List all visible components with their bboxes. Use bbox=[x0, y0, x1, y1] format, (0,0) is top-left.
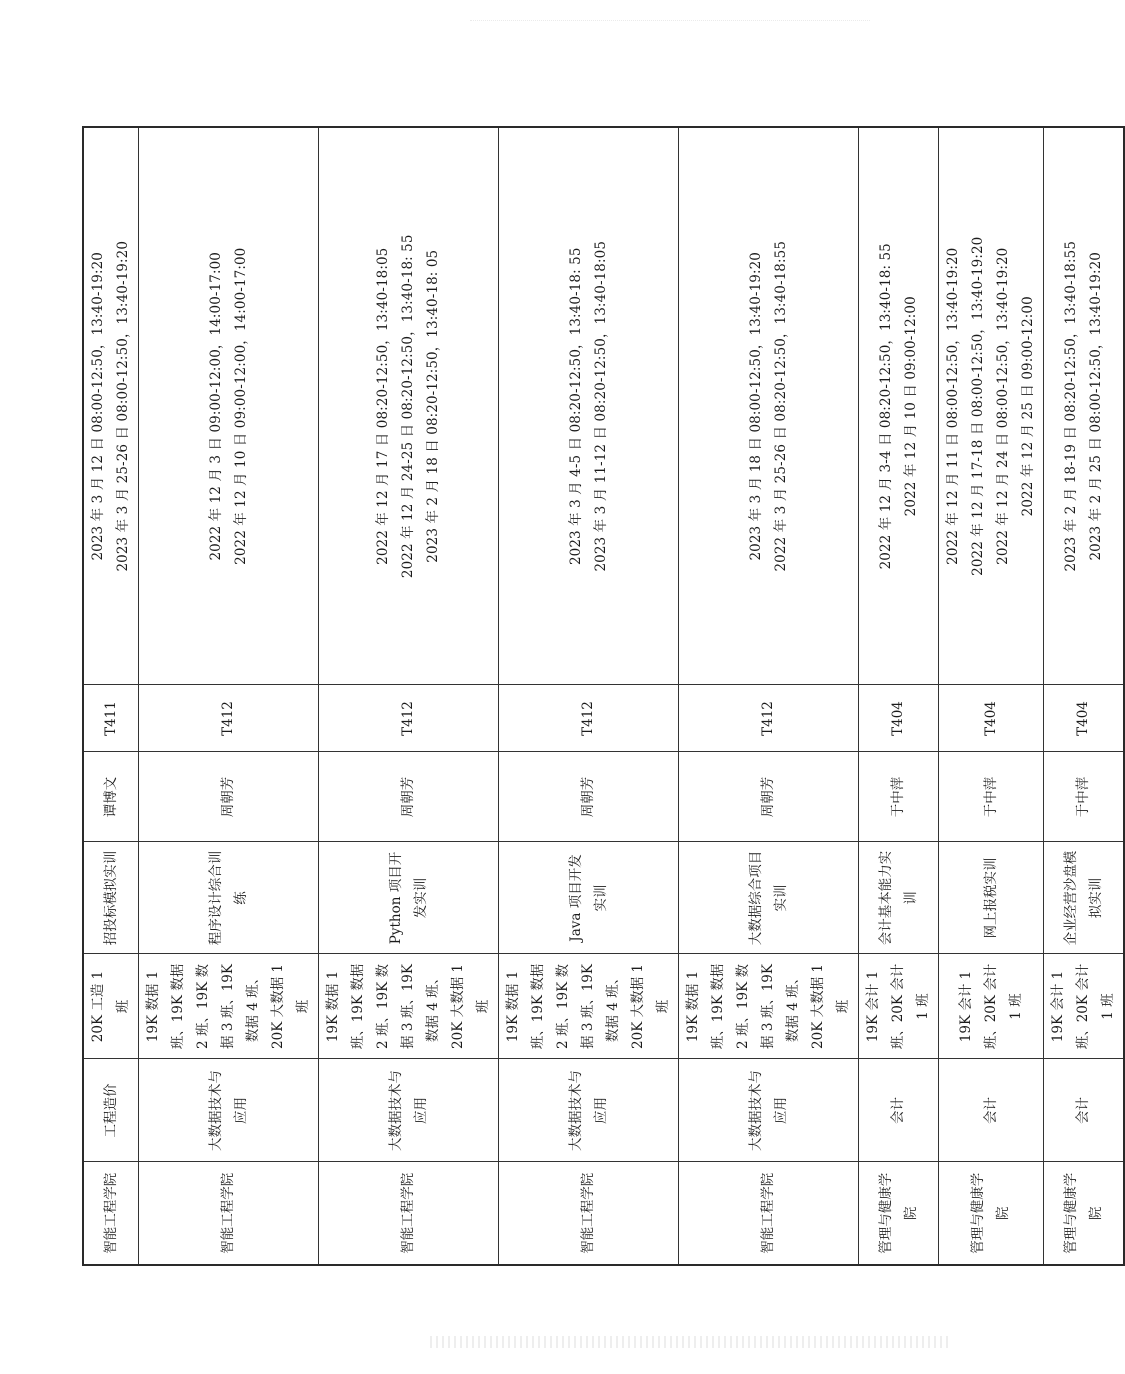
classes-cell: 19K 会计 1 班、20K 会计 1 班 bbox=[1044, 954, 1125, 1059]
classes-cell: 19K 会计 1 班、20K 会计 1 班 bbox=[939, 954, 1044, 1059]
table-row bbox=[319, 127, 499, 1265]
time-line: 2022 年 12 月 10 日 09:00-12:00，14:00-17:00 bbox=[232, 247, 249, 565]
college-cell: 智能工程学院 bbox=[319, 1162, 499, 1265]
time-line: 2023 年 2 月 18 日 08:20-12:50，13:40-18: 05 bbox=[425, 249, 441, 563]
table-row bbox=[499, 127, 679, 1265]
major-cell: 工程造价 bbox=[83, 1059, 139, 1162]
time-line: 2022 年 3 月 25-26 日 08:20-12:50，13:40-18:55 bbox=[772, 240, 789, 572]
training-schedule-table bbox=[82, 126, 1125, 1266]
teacher-cell: 于中萍 bbox=[1044, 752, 1125, 842]
classes-cell: 19K 会计 1 班、20K 会计 1 班 bbox=[859, 954, 939, 1059]
course-cell: 会计基本能力实训 bbox=[859, 842, 939, 954]
time-line: 2022 年 12 月 17 日 08:20-12:50，13:40-18:05 bbox=[375, 247, 391, 565]
time-cell bbox=[499, 127, 679, 685]
time-cell bbox=[1044, 127, 1125, 685]
time-cell bbox=[139, 127, 319, 685]
teacher-cell: 于中萍 bbox=[939, 752, 1044, 842]
time-line: 2023 年 3 月 12 日 08:00-12:50，13:40-19:20 bbox=[90, 252, 106, 561]
room-cell: T404 bbox=[939, 685, 1044, 752]
college-cell: 管理与健康学院 bbox=[859, 1162, 939, 1265]
college-cell: 智能工程学院 bbox=[83, 1162, 139, 1265]
rotated-schedule-wrapper bbox=[82, 128, 1116, 1266]
room-cell: T412 bbox=[319, 685, 499, 752]
scan-artifact-top bbox=[470, 20, 870, 37]
college-cell: 智能工程学院 bbox=[139, 1162, 319, 1265]
table-row bbox=[1044, 127, 1125, 1265]
time-line: 2022 年 12 月 11 日 08:00-12:50，13:40-19:20 bbox=[945, 247, 961, 565]
major-cell: 大数据技术与应用 bbox=[499, 1059, 679, 1162]
time-line: 2023 年 3 月 25-26 日 08:00-12:50，13:40-19:20 bbox=[115, 240, 131, 572]
major-cell: 会计 bbox=[1044, 1059, 1125, 1162]
time-cell bbox=[83, 127, 139, 685]
scan-artifact-bottom bbox=[430, 1336, 950, 1348]
table-row bbox=[859, 127, 939, 1265]
time-cell bbox=[859, 127, 939, 685]
time-cell bbox=[679, 127, 859, 685]
college-cell: 管理与健康学院 bbox=[939, 1162, 1044, 1265]
time-line: 2022 年 12 月 3 日 09:00-12:00，14:00-17:00 bbox=[207, 252, 224, 561]
major-cell: 大数据技术与应用 bbox=[139, 1059, 319, 1162]
course-cell: 招投标模拟实训 bbox=[83, 842, 139, 954]
time-line: 2022 年 12 月 3-4 日 08:20-12:50，13:40-18: 55 bbox=[877, 243, 894, 570]
time-line: 2022 年 12 月 24 日 08:00-12:50，13:40-19:20 bbox=[995, 247, 1011, 565]
classes-cell: 20K 工造 1 班 bbox=[83, 954, 139, 1059]
college-cell: 智能工程学院 bbox=[499, 1162, 679, 1265]
time-line: 2022 年 12 月 17-18 日 08:00-12:50，13:40-19:20 bbox=[970, 236, 986, 576]
teacher-cell: 周朝芳 bbox=[139, 752, 319, 842]
major-cell: 大数据技术与应用 bbox=[319, 1059, 499, 1162]
teacher-cell: 谭博文 bbox=[83, 752, 139, 842]
major-cell: 大数据技术与应用 bbox=[679, 1059, 859, 1162]
table-row bbox=[83, 127, 139, 1265]
teacher-cell: 周朝芳 bbox=[319, 752, 499, 842]
course-cell: Java 项目开发实训 bbox=[499, 842, 679, 954]
classes-cell: 19K 数据 1 班、19K 数据 2 班、19K 数据 3 班、19K 数据 4 班、20K 大数据 1 班 bbox=[499, 954, 679, 1059]
course-cell: 大数据综合项目实训 bbox=[679, 842, 859, 954]
room-cell: T404 bbox=[859, 685, 939, 752]
table-row bbox=[939, 127, 1044, 1265]
teacher-cell: 周朝芳 bbox=[679, 752, 859, 842]
major-cell: 会计 bbox=[939, 1059, 1044, 1162]
time-cell bbox=[939, 127, 1044, 685]
table-row bbox=[679, 127, 859, 1265]
classes-cell: 19K 数据 1 班、19K 数据 2 班、19K 数据 3 班、19K 数据 4 班、20K 大数据 1 班 bbox=[679, 954, 859, 1059]
major-cell: 会计 bbox=[859, 1059, 939, 1162]
time-line: 2023 年 2 月 25 日 08:00-12:50，13:40-19:20 bbox=[1087, 252, 1104, 561]
time-line: 2023 年 2 月 18-19 日 08:20-12:50，13:40-18:55 bbox=[1062, 240, 1079, 572]
room-cell: T412 bbox=[499, 685, 679, 752]
time-line: 2023 年 3 月 11-12 日 08:20-12:50，13:40-18:05 bbox=[592, 240, 609, 572]
room-cell: T412 bbox=[139, 685, 319, 752]
table-row bbox=[139, 127, 319, 1265]
teacher-cell: 周朝芳 bbox=[499, 752, 679, 842]
room-cell: T411 bbox=[83, 685, 139, 752]
classes-cell: 19K 数据 1 班、19K 数据 2 班、19K 数据 3 班、19K 数据 4 班、20K 大数据 1 班 bbox=[139, 954, 319, 1059]
time-line: 2023 年 3 月 4-5 日 08:20-12:50，13:40-18: 55 bbox=[567, 247, 584, 566]
time-cell bbox=[319, 127, 499, 685]
college-cell: 智能工程学院 bbox=[679, 1162, 859, 1265]
time-line: 2022 年 12 月 25 日 09:00-12:00 bbox=[1020, 296, 1036, 517]
room-cell: T412 bbox=[679, 685, 859, 752]
course-cell: 企业经营沙盘模拟实训 bbox=[1044, 842, 1125, 954]
course-cell: 程序设计综合训练 bbox=[139, 842, 319, 954]
classes-cell: 19K 数据 1 班、19K 数据 2 班、19K 数据 3 班、19K 数据 4 班、20K 大数据 1 班 bbox=[319, 954, 499, 1059]
time-line: 2023 年 3 月 18 日 08:00-12:50，13:40-19:20 bbox=[747, 252, 764, 561]
college-cell: 管理与健康学院 bbox=[1044, 1162, 1125, 1265]
course-cell: 网上报税实训 bbox=[939, 842, 1044, 954]
teacher-cell: 于中萍 bbox=[859, 752, 939, 842]
course-cell: Python 项目开发实训 bbox=[319, 842, 499, 954]
time-line: 2022 年 12 月 24-25 日 08:20-12:50，13:40-18: 55 bbox=[400, 234, 416, 579]
room-cell: T404 bbox=[1044, 685, 1125, 752]
time-line: 2022 年 12 月 10 日 09:00-12:00 bbox=[902, 296, 919, 517]
schedule-body bbox=[83, 127, 1124, 1265]
